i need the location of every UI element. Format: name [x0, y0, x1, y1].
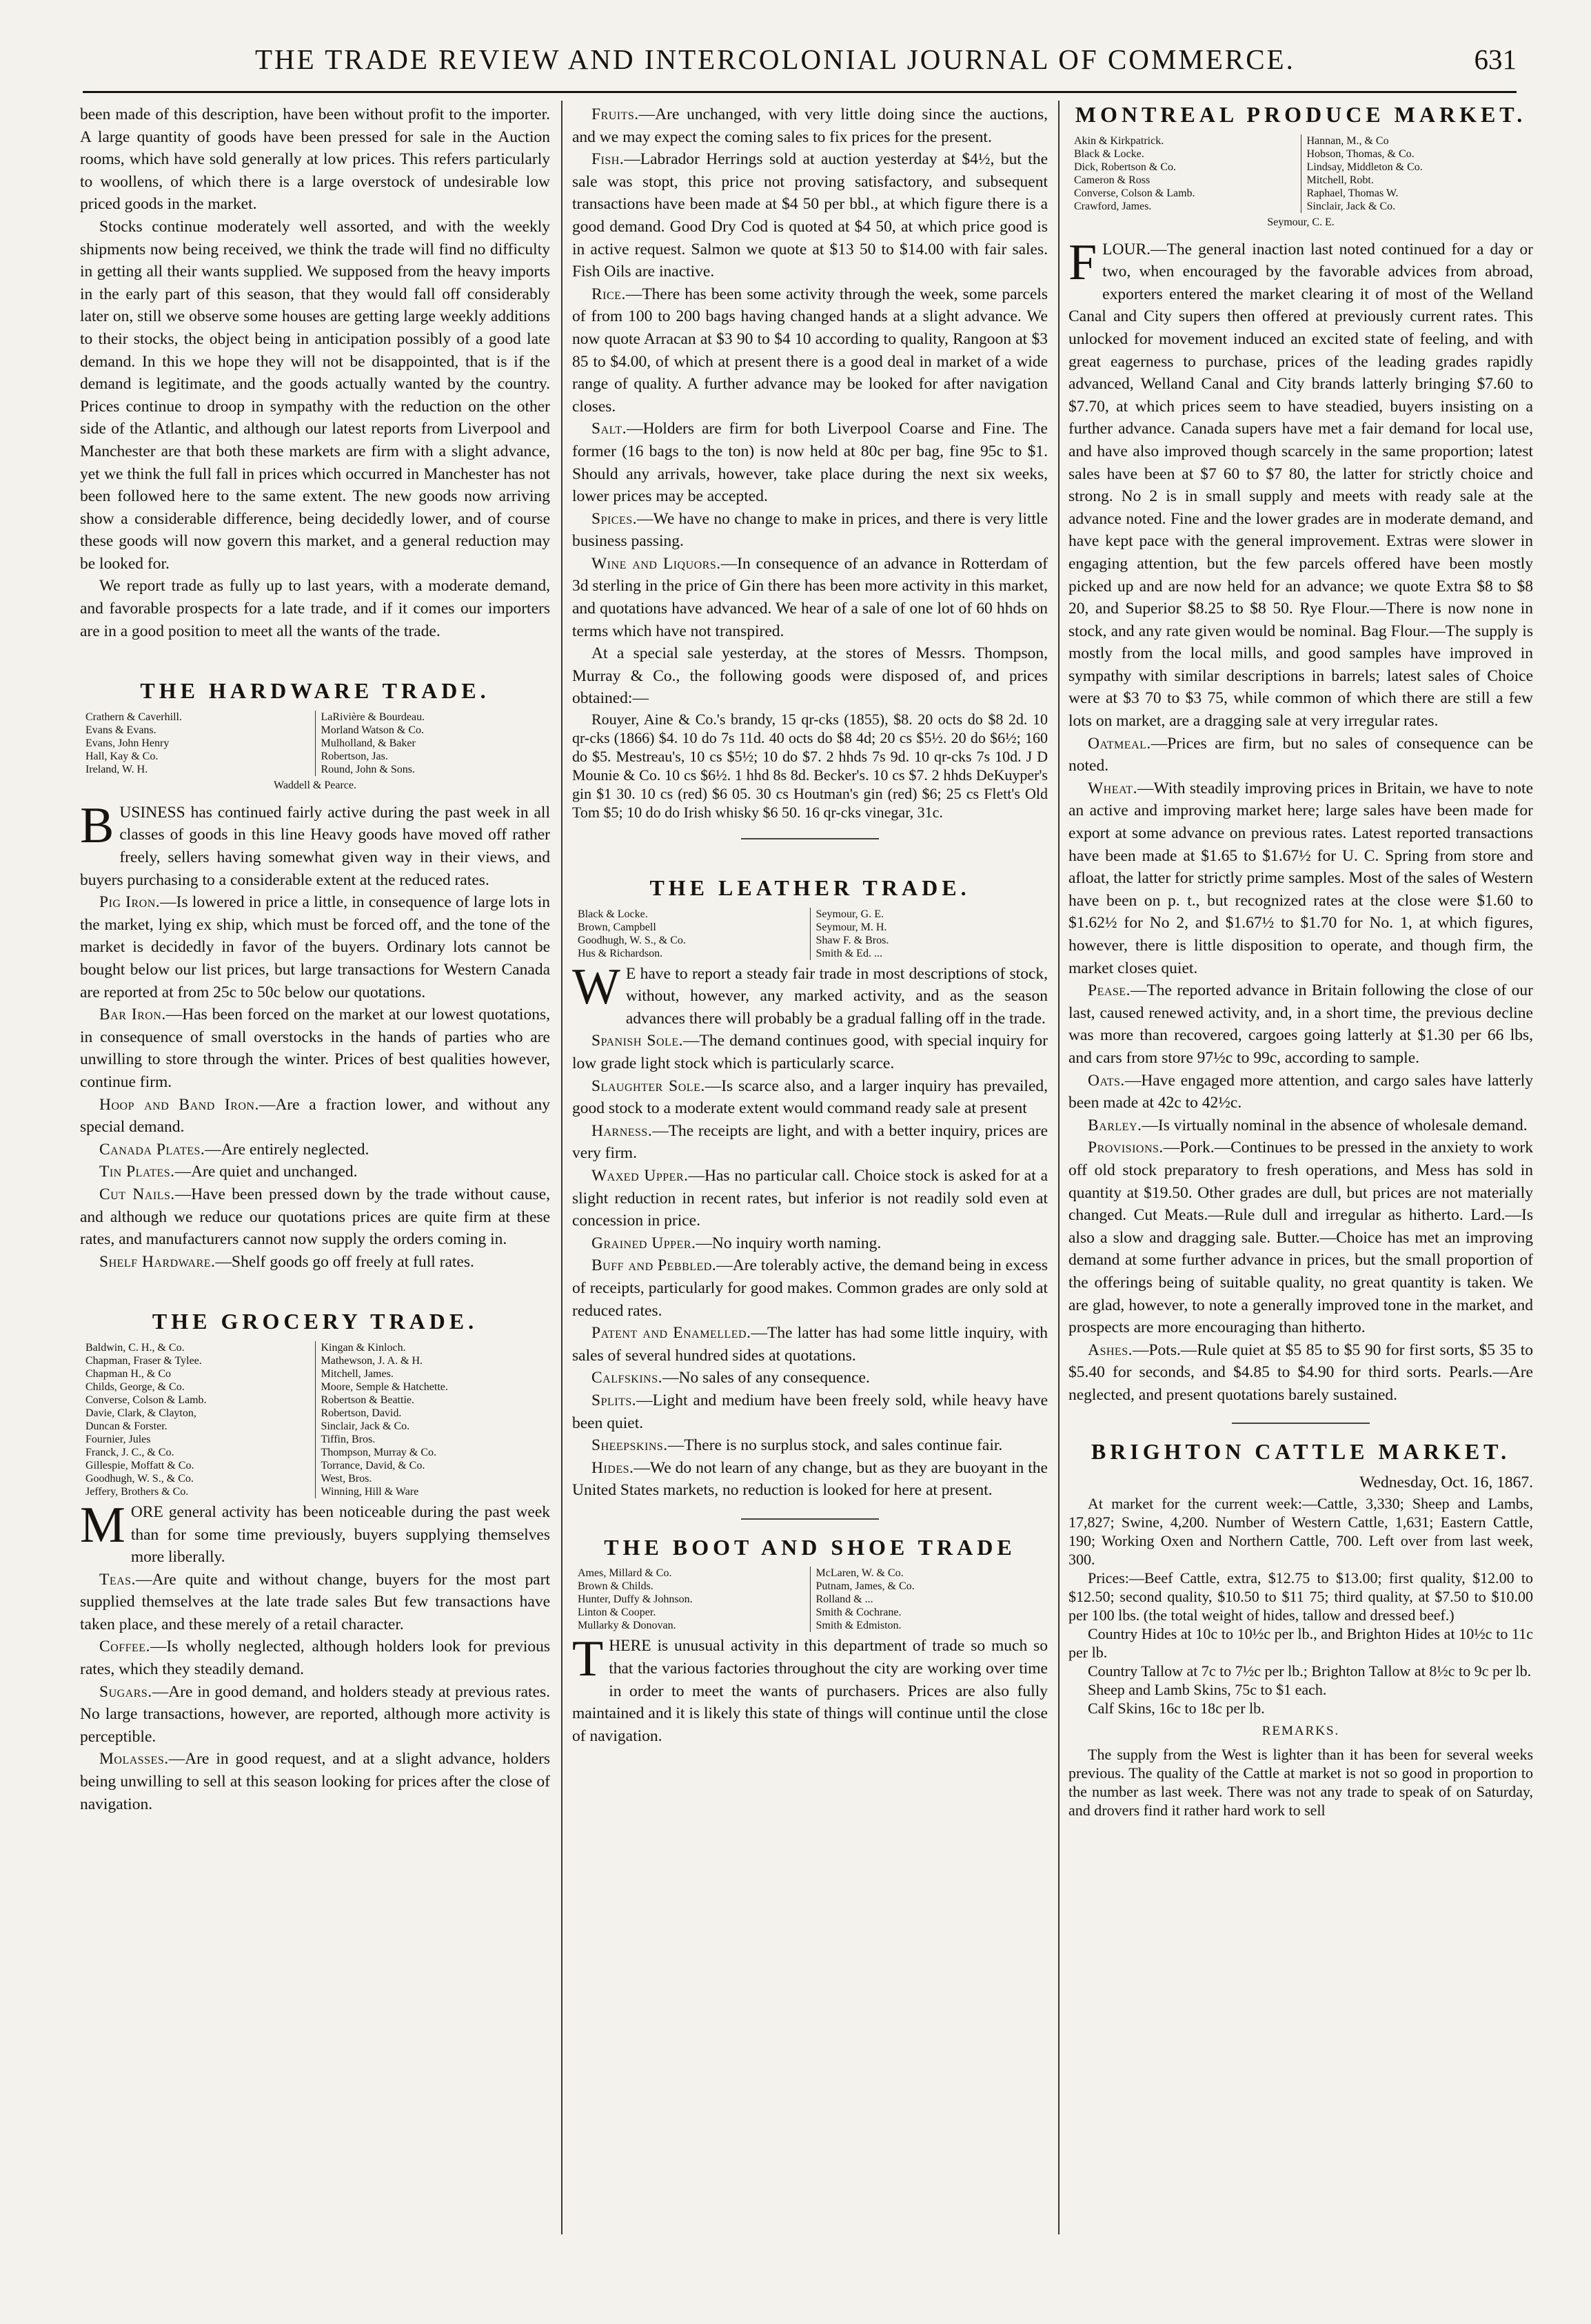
firm-column-right: [315, 1341, 551, 1498]
firm-name: Linton & Cooper.: [578, 1607, 656, 1619]
section-rule: [741, 1518, 879, 1520]
firm-name: Evans & Evans.: [85, 724, 156, 736]
tallow-price-paragraph: Country Tallow at 7c to 7½c per lb.; Brighton Tallow at 8½c to 9c per lb.: [1088, 1662, 1532, 1680]
ashes-paragraph: Ashes.—Pots.—Rule quiet at $5 85 to $5 90 for first sorts, $5 35 to $5.40 for seconds, and $4.85 to $4.90 for third sorts. Pearls.—Are neglected, and present quotations barely sustained.: [1068, 1341, 1533, 1404]
firm-name: Chapman H., & Co: [85, 1367, 171, 1380]
grocery-trade-heading: THE GROCERY TRADE.: [152, 1309, 478, 1334]
firm-name: West, Bros.: [321, 1472, 372, 1485]
firm-name: Franck, J. C., & Co.: [85, 1446, 174, 1458]
salt-paragraph: Salt.—Holders are firm for both Liverpool Coarse and Fine. The former (16 bags to the ton) is now held at 80c per bag, fine 95c to $1. Should any arrivals, however, take place during the next six weeks, lower prices may be accepted.: [572, 420, 1048, 506]
coffee-paragraph: Coffee.—Is wholly neglected, although holders look for previous rates, which they steadily demand.: [80, 1638, 550, 1679]
hardware-firms-list: [80, 711, 550, 776]
report-paragraph: We report trade as fully up to last years, with a moderate demand, and favorable prospects for a late trade, and if it comes our importers are in a good position to meet all the wants of the trade.: [80, 577, 550, 640]
remarks-heading: REMARKS.: [1261, 1723, 1340, 1738]
firm-name: Ireland, W. H.: [85, 763, 148, 775]
wheat-paragraph: Wheat.—With steadily improving prices in Britain, we have to note an active and improving market here; large sales have been made for export at some advance on previous rates. Latest reported transactions have been made at $1.65 to $1.67½ for U. C. Spring from store and afloat, the latter for strictly prime samples. Most of the sales of Western have been on p. t., but recognized rates at the close were $1.60 to $1.62½ for No 2, and $1.67½ to $1.70 for No. 1, at which figures, however, there is little disposition to operate, and though firm, the market closes quiet.: [1068, 779, 1533, 977]
column-divider-2: [1058, 101, 1060, 2234]
market-paragraph: At market for the current week:—Cattle, 3,330; Sheep and Lambs, 17,827; Swine, 4,200. Number of Western Cattle, 1,631; Eastern Cattle, 190; Working Oxen and Northern Cattle, 700. Left over from last week, 300.: [1068, 1494, 1533, 1568]
cut-nails-paragraph: Cut Nails.—Have been pressed down by the trade without cause, and although we reduce our quotations prices are quite firm at these rates, and manufacturers cannot now supply the orders coming in.: [80, 1185, 551, 1249]
firm-name: Robertson & Beattie.: [321, 1394, 415, 1406]
firm-name: Hannan, M., & Co: [1306, 134, 1389, 147]
firm-column-right: [810, 1567, 1048, 1632]
firm-name: Moore, Semple & Hatchette.: [321, 1380, 448, 1393]
firm-name: Goodhugh, W. S., & Co.: [578, 934, 686, 946]
fruits-paragraph: Fruits.—Are unchanged, with very little doing since the auctions, and we may expect the coming sales to fix prices for the present.: [572, 105, 1048, 146]
canada-plates-paragraph: Canada Plates.—Are entirely neglected.: [99, 1140, 369, 1159]
firm-name: Duncan & Forster.: [85, 1420, 168, 1432]
firm-name: Chapman, Fraser & Tylee.: [85, 1354, 202, 1367]
intro-paragraph: been made of this description, have been without profit to the importer. A large quantity of goods have been pressed for sale in the Auction rooms, which have sold generally at low prices. This refers particularly to woollens, of which there is a large overstock of undesirable low priced goods in the market.: [80, 105, 550, 214]
firm-name: McLaren, W. & Co.: [815, 1567, 904, 1580]
grocery-lead-paragraph: MORE general activity has been noticeable during the past week than for some time previously, buyers supplying themselves more liberally.: [80, 1496, 550, 1567]
drop-cap: F: [1068, 234, 1097, 291]
firm-column-left: [572, 908, 810, 960]
firm-column-left: [1068, 134, 1301, 213]
firm-column-right: [810, 908, 1048, 960]
firm-name: Morland Watson & Co.: [321, 724, 425, 736]
firm-name: Hall, Kay & Co.: [85, 750, 159, 762]
firm-name: Dick, Robertson & Co.: [1074, 161, 1176, 173]
firm-name: Seymour, M. H.: [815, 921, 887, 933]
firm-name: Brown, Campbell: [578, 921, 656, 933]
oatmeal-paragraph: Oatmeal.—Prices are firm, but no sales of consequence can be noted.: [1068, 734, 1533, 775]
firm-name: Smith & Cochrane.: [815, 1607, 902, 1619]
provisions-paragraph: Provisions.—Pork.—Continues to be pressed in the anxiety to work off old stock preparatory to fresh operations, and Mess has sold in quantity at $19.50. Other grades are dull, but prices are not materially changed. Cut Meats.—Rule dull and irregular as hitherto. Lard.—Is also a slow and dragging sale. Butter.—Choice has met an improving demand at some further advance in prices, but the small proportion of the offerings being of suitable quality, no great quantity is taken. We are glad, however, to note a generally improved tone in the market, and prospects are more encouraging than hitherto.: [1068, 1139, 1533, 1337]
calf-skins-price-paragraph: Calf Skins, 16c to 18c per lb.: [1088, 1699, 1265, 1717]
column-divider-1: [561, 101, 563, 2234]
column-3: [1068, 103, 1533, 1820]
firm-name: Converse, Colson & Lamb.: [1074, 187, 1195, 199]
firm-name: Robertson, Jas.: [321, 750, 388, 762]
masthead: [83, 43, 1517, 91]
teas-paragraph: Teas.—Are quite and without change, buyers for the most part supplied themselves at the late trade sales But few transactions have taken place, and these merely of a retail character.: [80, 1570, 550, 1633]
special-sale-paragraph: At a special sale yesterday, at the stores of Messrs. Thompson, Murray & Co., the following goods were disposed of, and prices obtained:—: [572, 644, 1048, 708]
firm-name: Sinclair, Jack & Co.: [321, 1420, 410, 1432]
firm-name: Seymour, G. E.: [815, 908, 884, 920]
firm-name: Mathewson, J. A. & H.: [321, 1354, 423, 1367]
report-date: Wednesday, Oct. 16, 1867.: [1359, 1474, 1533, 1492]
harness-paragraph: Harness.—The receipts are light, and with a better inquiry, prices are very firm.: [572, 1121, 1048, 1163]
boot-lead-paragraph: THERE is unusual activity in this department of trade so much so that the various factories throughout the city are working over time in order to meet the wants of purchasers. Prices are also fully maintained and it is likely this state of things will continue until the close of navigation.: [572, 1631, 1048, 1745]
firm-name: LaRivière & Bourdeau.: [321, 711, 425, 723]
boot-firms-list: [572, 1567, 1048, 1632]
firm-name: Waddell & Pearce.: [274, 779, 356, 791]
drop-cap: B: [80, 797, 114, 854]
firm-name: Crathern & Caverhill.: [85, 711, 182, 723]
tin-plates-paragraph: Tin Plates.—Are quiet and unchanged.: [99, 1163, 358, 1181]
fish-paragraph: Fish.—Labrador Herrings sold at auction yesterday at $4½, but the sale was stopt, this price not proving satisfactory, and subsequent transactions have been made at $4 50 per bbl., at which figure there is a good demand. Good Dry Cod is quoted at $4 50, at which price good is in active request. Salmon we quote at $13 50 to $14.00 with fair sales. Fish Oils are inactive.: [572, 150, 1048, 281]
shelf-hardware-paragraph: Shelf Hardware.—Shelf goods go off freely at full rates.: [99, 1252, 474, 1271]
firm-name: Raphael, Thomas W.: [1306, 187, 1399, 199]
firm-name: Baldwin, C. H., & Co.: [85, 1341, 185, 1354]
masthead-rule: [83, 91, 1517, 93]
firm-name: Torrance, David, & Co.: [321, 1459, 425, 1471]
waxed-upper-paragraph: Waxed Upper.—Has no particular call. Choice stock is asked for at a slight reduction in recent rates, but inferior is not readily sold even at concession in price.: [572, 1166, 1048, 1230]
firm-name: Mulholland, & Baker: [321, 737, 416, 749]
firm-name: Smith & Ed. ...: [815, 947, 882, 959]
firm-name: Crawford, James.: [1074, 200, 1152, 212]
leather-trade-heading: THE LEATHER TRADE.: [649, 875, 971, 901]
hardware-lead-paragraph: BUSINESS has continued fairly active during the past week in all classes of goods in this line Heavy goods have moved off rather freely, sellers having somewhat given way in their views, and buyers purchasing to a considerable extent at the reduced rates.: [80, 797, 550, 889]
drop-cap: W: [572, 958, 620, 1015]
firm-name: Gillespie, Moffatt & Co.: [85, 1459, 194, 1471]
firm-name: Seymour, C. E.: [1267, 216, 1335, 228]
firm-name: Converse, Colson & Lamb.: [85, 1394, 207, 1406]
leather-lead-paragraph: W E have to report a steady fair trade in most descriptions of stock, without, however, any marked activity, and as the season advances there will probably be a gradual falling off in the trade.: [572, 958, 1048, 1028]
firm-name: Shaw F. & Bros.: [815, 934, 889, 946]
leather-firms-list: [572, 908, 1048, 960]
oats-paragraph: Oats.—Have engaged more attention, and cargo sales have latterly been made at 42c to 42½c.: [1068, 1071, 1533, 1112]
stocks-paragraph: Stocks continue moderately well assorted, and with the weekly shipments now being received, we think the trade will find no difficulty in getting all their wants supplied. We supposed from the heavy imports in the early part of this season, that they would fall off considerably later on, still we observe some houses are getting large weekly additions to their stocks, the object being in anticipation possibly of a good late demand. In this we hope they will not be disappointed, that is if the demand is legitimate, and the goods actually wanted by the country. Prices continue to droop in sympathy with the reduction on the other side of the Atlantic, and although our latest reports from Liverpool and Manchester are that both these markets are firm with a slight advance, yet we think the full fall in prices which occurred in Manchester has not been followed here to the same extent. The new goods now arriving show a considerable difference, being decidedly lower, and of course these goods will now govern this market, and a general reduction may be looked for.: [80, 217, 550, 573]
firm-column-left: [572, 1567, 810, 1632]
sale-prices-paragraph: Rouyer, Aine & Co.'s brandy, 15 qr-cks (1855), $8. 20 octs do $8 2d. 10 qr-cks (1866) $4. 10 do 7s 11d. 40 octs do $8 4d; 20 cs $5½. 20 do $6½; 160 do $5. Mestreau's, 10 cs $5½; 10 do $7. 2 hhds 7s 9d. 10 qr-cks 7s 10d. J D Mounie & Co. 10 cs $6½. 1 hhd 8s 8d. Becker's. 10 cs $7. 2 hhds DeKuyper's gin $1 30. 10 cs (red) $6 05. 30 cs Houtman's gin (red) $6; 25 cs Flett's Old Tom $5; 10 do do Irish whisky $6 50. 16 qr-cks vinegar, 31c.: [572, 711, 1048, 822]
firm-name: Davie, Clark, & Clayton,: [85, 1407, 196, 1419]
firm-name: Sinclair, Jack & Co.: [1306, 200, 1396, 212]
slaughter-sole-paragraph: Slaughter Sole.—Is scarce also, and a larger inquiry has prevailed, good stock to a moderate extent would command ready sale at present: [572, 1077, 1048, 1118]
firm-name: Mullarky & Donovan.: [578, 1620, 676, 1632]
firm-name: Lindsay, Middleton & Co.: [1306, 161, 1423, 173]
brighton-cattle-heading: BRIGHTON CATTLE MARKET.: [1091, 1439, 1511, 1465]
firm-name: Brown & Childs.: [578, 1580, 653, 1593]
barley-paragraph: Barley.—Is virtually nominal in the absence of wholesale demand.: [1088, 1116, 1528, 1134]
pig-iron-paragraph: Pig Iron.—Is lowered in price a little, in consequence of large lots in the market, lying ex ship, which must be forced off, and the tone of the market is decidedly in favor of the buyers. Ordinary lots cannot be bought below our list prices, but large transactions for Western Canada are reported at from 25c to 50c below our quotations.: [80, 893, 550, 1001]
journal-title: THE TRADE REVIEW AND INTERCOLONIAL JOURNAL OF COMMERCE.: [255, 43, 1295, 75]
bar-iron-paragraph: Bar Iron.—Has been forced on the market at our lowest quotations, in consequence of small overstocks in the hands of parties who are unwilling to store through the winter. Prices of best qualities however, continue firm.: [80, 1006, 550, 1091]
firm-name: Rolland & ...: [815, 1593, 873, 1606]
firm-name: Hunter, Duffy & Johnson.: [578, 1593, 693, 1606]
firm-name: Thompson, Murray & Co.: [321, 1446, 437, 1458]
column-1: [80, 103, 550, 1815]
splits-paragraph: Splits.—Light and medium have been freely sold, while heavy have been quiet.: [572, 1391, 1048, 1432]
firm-name: Putnam, James, & Co.: [815, 1580, 915, 1593]
firm-name: Black & Locke.: [578, 908, 648, 920]
firm-name: Robertson, David.: [321, 1407, 402, 1419]
wine-liquors-paragraph: Wine and Liquors.—In consequence of an advance in Rotterdam of 3d sterling in the price of Gin there has been more activity in this market, and quotations have advanced. We hear of a sale of one lot of 60 hhds on terms which have not transpired.: [572, 554, 1048, 640]
firm-name: Tiffin, Bros.: [321, 1433, 376, 1445]
drop-cap: T: [572, 1631, 604, 1688]
hoop-iron-paragraph: Hoop and Band Iron.—Are a fraction lower, and without any special demand.: [80, 1095, 550, 1136]
firm-column-left: [80, 711, 315, 776]
firm-name: Ames, Millard & Co.: [578, 1567, 672, 1580]
firm-name: Cameron & Ross: [1074, 174, 1151, 186]
sugars-paragraph: Sugars.—Are in good demand, and holders steady at previous rates. No large transactions, however, are reported, although more activity is perceptible.: [80, 1682, 550, 1746]
flour-paragraph: FLOUR.—The general inaction last noted continued for a day or two, when encouraged by the favorable advices from abroad, exporters entered the market clearing it of most of the Welland Canal and City supers then offered at previously current rates. This unlocked for movement induced an excited state of feeling, and with great eagerness to purchase, prices of the leading grades rapidly advanced, Welland Canal and City brands latterly bringing $7.60 to $7.70, at which prices seem to have steadied, buyers insisting on a further advance. Canada supers have met a fair demand for local use, and have also improved though scarcely in the same proportion; latest sales have been at $7 60 to $7 80, the latter for strictly choice and strong. No 2 is in small supply and meets with ready sale at the advance noted. Fine and the lower grades are in moderate demand, and have kept pace with the general improvement. Extras were slower in engaging attention, but the few parcels offered have been mostly picked up and are now held for an advance; we quote Extra $8 to $8 20, and Superior $8.25 to $8 50. Rye Flour.—There is now none in stock, and any rate given would be nominal. Bag Flour.—The supply is mostly from the local mills, and good samples have improved in sympathy with similar descriptions in barrels; latest sales of Choice were at $3 70 to $3 75, while common of which there are still a few lots on market, are a dragging sale at very irregular rates.: [1068, 234, 1533, 731]
firm-name: Kingan & Kinloch.: [321, 1341, 406, 1354]
sheepskins-paragraph: Sheepskins.—There is no surplus stock, and sales continue fair.: [591, 1436, 1003, 1455]
firm-name: Evans, John Henry: [85, 737, 170, 749]
section-rule: [741, 838, 879, 839]
patent-enamelled-paragraph: Patent and Enamelled.—The latter has had some little inquiry, with sales of several hundred sides at quotations.: [572, 1324, 1048, 1365]
firm-name: Goodhugh, W. S., & Co.: [85, 1472, 194, 1485]
rice-paragraph: Rice.—There has been some activity through the week, some parcels of from 100 to 200 bags having changed hands at a slight advance. We now quote Arracan at $3 90 to $4 10 according to quality, Rangoon at $3 85 to $4.00, of which at present there is a good deal in market of a wide range of quality. A further advance may be looked for after navigation closes.: [572, 285, 1048, 416]
page-number: 631: [1474, 43, 1517, 75]
firm-name: Black & Locke.: [1074, 147, 1144, 160]
firm-name: Winning, Hill & Ware: [321, 1485, 419, 1498]
firm-name: Smith & Edmiston.: [815, 1620, 902, 1632]
hides-price-paragraph: Country Hides at 10c to 10½c per lb., and Brighton Hides at 10½c to 11c per lb.: [1068, 1624, 1533, 1661]
firm-name: Childs, George, & Co.: [85, 1380, 185, 1393]
montreal-produce-heading: MONTREAL PRODUCE MARKET.: [1075, 102, 1527, 127]
section-rule: [1232, 1423, 1370, 1424]
hides-paragraph: Hides.—We do not learn of any change, but as they are buoyant in the United States markets, no reduction is looked for here at present.: [572, 1458, 1048, 1500]
produce-firms-list: [1068, 134, 1533, 213]
boot-shoe-trade-heading: THE BOOT AND SHOE TRADE: [604, 1534, 1016, 1560]
firm-name: Akin & Kirkpatrick.: [1074, 134, 1164, 147]
firm-name: Mitchell, Robt.: [1306, 174, 1374, 186]
firm-name: Mitchell, James.: [321, 1367, 394, 1380]
sheep-skins-price-paragraph: Sheep and Lamb Skins, 75c to $1 each.: [1088, 1680, 1327, 1698]
firm-column-right: [315, 711, 551, 776]
grained-upper-paragraph: Grained Upper.—No inquiry worth naming.: [591, 1234, 882, 1252]
firm-name: Jeffery, Brothers & Co.: [85, 1485, 189, 1498]
calfskins-paragraph: Calfskins.—No sales of any consequence.: [591, 1369, 870, 1387]
firm-column-left: [80, 1341, 315, 1498]
grocery-firms-list: [80, 1341, 550, 1498]
prices-paragraph: Prices:—Beef Cattle, extra, $12.75 to $13.00; first quality, $12.00 to $12.50; second quality, $10.50 to $11 75; third quality, at $7.50 to $10.00 per 100 lbs. (the total weight of hides, tallow and dressed beef.): [1068, 1569, 1533, 1624]
spanish-sole-paragraph: Spanish Sole.—The demand continues good, with special inquiry for low grade light stock which is particularly scarce.: [572, 1032, 1048, 1072]
firm-name: Round, John & Sons.: [321, 763, 415, 775]
pease-paragraph: Pease.—The reported advance in Britain following the close of our last, caused renewed activity, and, in a short time, the previous decline was more than recovered, cargoes going latterly at $1.30 per 66 lbs, and cars from store 97½c to 99c, according to sample.: [1068, 981, 1533, 1067]
hardware-trade-heading: THE HARDWARE TRADE.: [140, 678, 490, 704]
buff-pebbled-paragraph: Buff and Pebbled.—Are tolerably active, the demand being in excess of receipts, particularly for good makes. Common grades are only sold at reduced rates.: [572, 1256, 1048, 1320]
firm-column-right: [1301, 134, 1534, 213]
column-2: [572, 103, 1048, 1747]
drop-cap: M: [80, 1496, 125, 1553]
firm-name: Hobson, Thomas, & Co.: [1306, 147, 1415, 160]
remarks-paragraph: The supply from the West is lighter than it has been for several weeks previous. The quality of the Cattle at market is not so good in proportion to the number as last week. There was not any trade to speak of on Saturday, and drovers find it rather hard work to sell: [1068, 1746, 1533, 1820]
firm-name: Hus & Richardson.: [578, 947, 663, 959]
firm-name: Fournier, Jules: [85, 1433, 151, 1445]
spices-paragraph: Spices.—We have no change to make in prices, and there is very little business passing.: [572, 509, 1048, 551]
molasses-paragraph: Molasses.—Are in good request, and at a slight advance, holders being unwilling to sell at this season looking for prices after the close of navigation.: [80, 1750, 550, 1813]
